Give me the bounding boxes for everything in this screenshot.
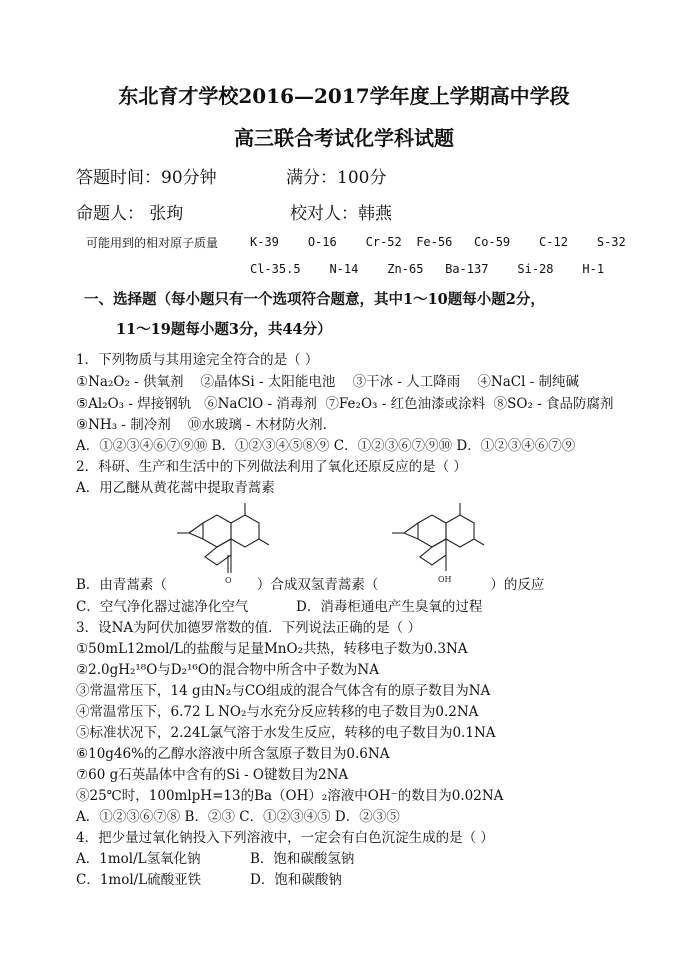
q1-item: ⑥NaClO - 消毒剂: [204, 396, 317, 412]
exam-time: 答题时间：90分钟: [76, 168, 217, 188]
q3-statement-5: ⑤标准状况下，2.24L氯气溶于水发生反应，转移的电子数目为0.1NA: [76, 725, 496, 741]
q2-option-d: D．消毒柜通电产生臭氧的过程: [296, 599, 483, 615]
q1-items-line2: [76, 392, 614, 412]
atomic-o: O-16: [307, 235, 337, 249]
atomic-h: H-1: [582, 262, 605, 276]
exam-author: 命题人： 张珣: [76, 204, 184, 224]
section-header-line1: 一、选择题（每小题只有一个选项符合题意，其中1～10题每小题2分，: [84, 291, 545, 308]
q3-statement-8: ⑧25℃时，100mlpH=13的Ba（OH）₂溶液中OH⁻的数目为0.02NA: [76, 788, 504, 804]
q1-item: ④NaCl - 制纯碱: [477, 374, 580, 390]
dihydroartemisinin-structure-image: [380, 493, 488, 585]
q1-item: ③干冰 - 人工降雨: [352, 374, 461, 390]
q3-statement-4: ④常温常压下，6.72 L NO₂与水充分反应转移的电子数目为0.2NA: [76, 704, 479, 720]
atomic-si: Si-28: [517, 262, 554, 276]
atomic-mass-row2: [250, 262, 604, 276]
q1-item: ②晶体Si - 太阳能电池: [200, 374, 336, 390]
page-title-line2: 高三联合考试化学科试题: [234, 126, 454, 150]
q4-option-b: B．饱和碳酸氢钠: [250, 851, 355, 867]
q3-statement-1: ①50mL12mol/L的盐酸与足量MnO₂共热，转移电子数为0.3NA: [76, 641, 468, 657]
atomic-k: K-39: [250, 235, 279, 249]
q2-stem: 2．科研、生产和生活中的下列做法利用了氧化还原反应的是（ ）: [76, 459, 467, 475]
atomic-ba: Ba-137: [445, 262, 489, 276]
atomic-s: S-32: [596, 235, 626, 249]
exam-score: 满分：100分: [286, 168, 387, 188]
q4-stem: 4．把少量过氧化钠投入下列溶液中，一定会有白色沉淀生成的是（ ）: [76, 830, 494, 846]
q1-item: ⑤Al₂O₃ - 焊接钢轨: [76, 396, 192, 412]
exam-checker: 校对人：韩燕: [290, 204, 392, 224]
q4-option-d: D．饱和碳酸钠: [250, 872, 342, 888]
artemisinin-structure-image: [165, 493, 273, 585]
q1-item: ⑧SO₂ - 食品防腐剂: [493, 396, 614, 412]
q3-options: A．①②③⑥⑦⑧ B．②③ C．①②③④⑤ D．②③⑤: [76, 809, 400, 825]
q1-item: ⑨NH₃ - 制冷剂: [76, 417, 171, 433]
q3-statement-3: ③常温常压下，14 g由N₂与CO组成的混合气体含有的原子数目为NA: [76, 683, 491, 699]
hydroxyl-oh-label: OH: [438, 575, 452, 584]
q1-items-line3: [76, 413, 327, 433]
atomic-fe: Fe-56: [416, 235, 453, 249]
carbonyl-o-label: O: [225, 576, 232, 585]
q1-stem: 1．下列物质与其用途完全符合的是（ ）: [76, 352, 319, 368]
q1-options: A．①②③④⑥⑦⑨⑩ B．①②③④⑤⑧⑨ C．①②③⑥⑦⑨⑩ D．①②③④⑥⑦⑨: [76, 438, 576, 454]
q1-item: ⑩水玻璃 - 木材防火剂.: [187, 417, 327, 433]
atomic-mass-label: 可能用到的相对原子质量: [86, 236, 219, 250]
atomic-cl: Cl-35.5: [250, 262, 301, 276]
q3-stem: 3．设NA为阿伏加德罗常数的值．下列说法正确的是（ ）: [76, 620, 421, 636]
q2-option-c: C．空气净化器过滤净化空气: [76, 599, 249, 615]
section-header-line2: 11～19题每小题3分，共44分）: [116, 321, 332, 338]
atomic-zn: Zn-65: [387, 262, 424, 276]
q3-statement-7: ⑦60 g石英晶体中含有的Si - O键数目为2NA: [76, 767, 349, 783]
q4-option-c: C．1mol/L硫酸亚铁: [76, 872, 202, 888]
page-title-line1: 东北育才学校2016—2017学年度上学期高中学段: [118, 84, 570, 108]
q1-item: ①Na₂O₂ - 供氧剂: [76, 374, 184, 390]
atomic-cr: Cr-52: [365, 235, 402, 249]
atomic-mass-row1: [250, 235, 626, 249]
atomic-c: C-12: [539, 235, 568, 249]
atomic-n: N-14: [329, 262, 359, 276]
q4-option-a: A．1mol/L氢氧化钠: [76, 851, 201, 867]
q1-items-line1: [76, 370, 579, 390]
q3-statement-6: ⑥10g46%的乙醇水溶液中所含氢原子数目为0.6NA: [76, 746, 390, 762]
atomic-co: Co-59: [474, 235, 511, 249]
q2-option-b: B．由青蒿素（ ）合成双氢青蒿素（ ）的反应: [76, 577, 545, 593]
q1-item: ⑦Fe₂O₃ - 红色油漆或涂料: [325, 396, 486, 412]
q2-option-a: A．用乙醚从黄花蒿中提取青蒿素: [76, 480, 275, 496]
q3-statement-2: ②2.0gH₂¹⁸O与D₂¹⁶O的混合物中所含中子数为NA: [76, 662, 379, 678]
